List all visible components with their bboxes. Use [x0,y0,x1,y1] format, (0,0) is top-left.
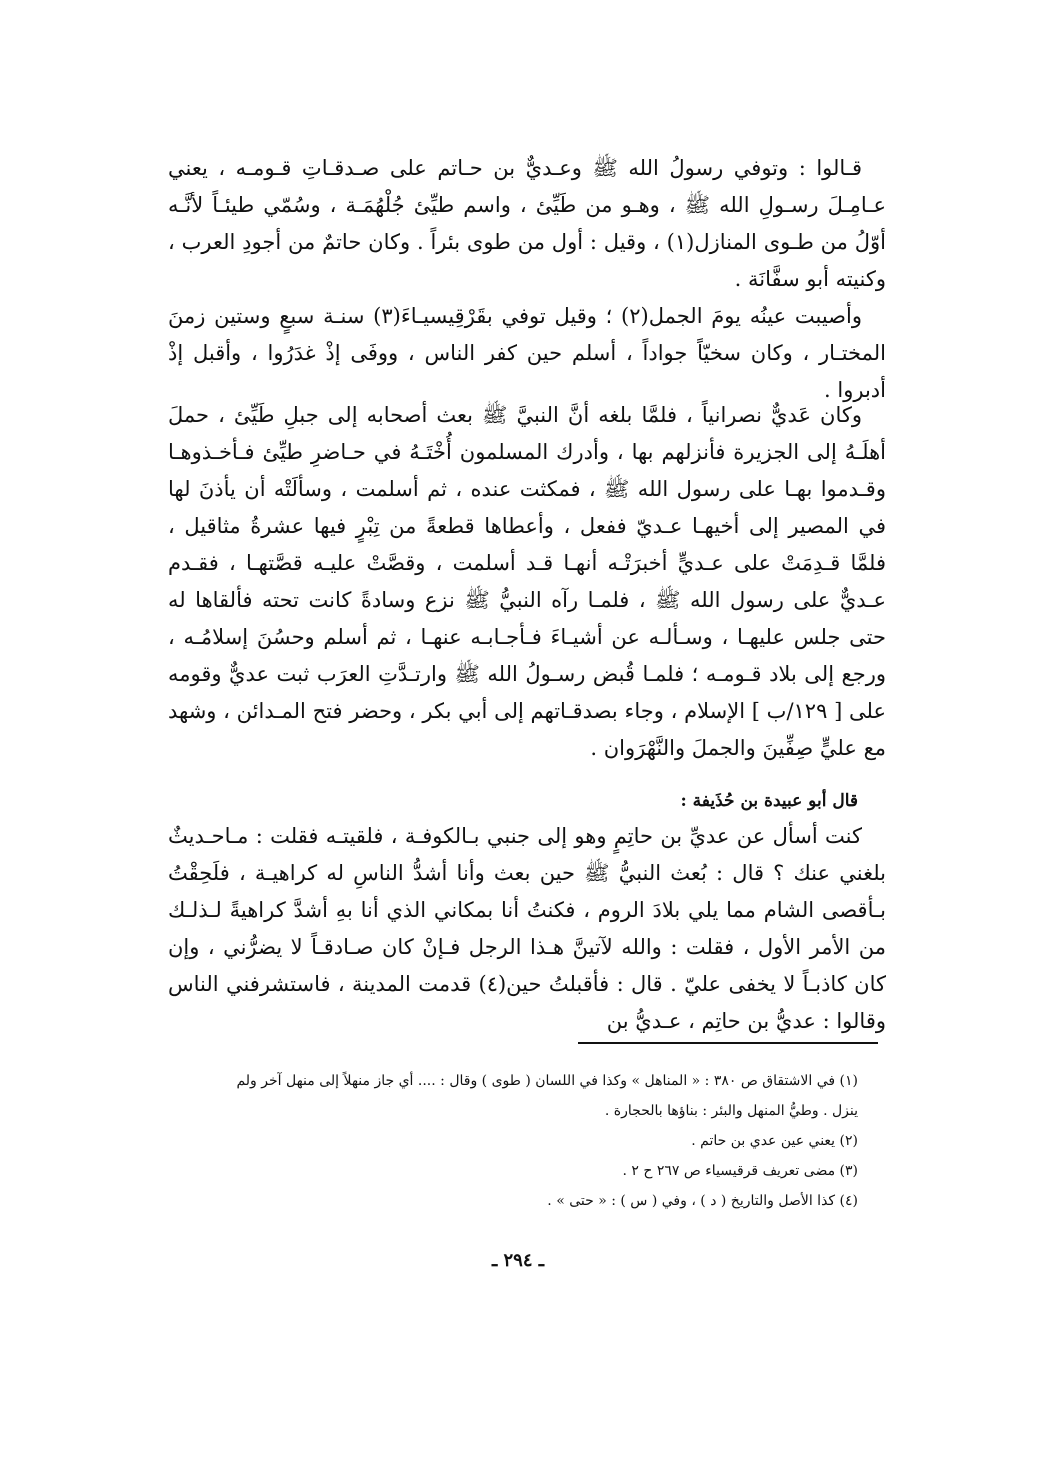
footnotes-block [168,1066,858,1216]
footnote-2: (٢) يعني عين عدي بن حاتم . [691,1133,858,1149]
paragraph-eye-death: وأصيبت عينُه يومَ الجمل(٢) ؛ وقيل توفي بقَرْقِيسيـاءَ(٣) سنـة سبعٍ وستين زمنَ المختـار ، وكان سخيّاً جواداً ، أسلم حين كفر الناس ، ووفَى إذْ غدَرُوا ، وأقبل إذْ أدبروا . [168,304,886,402]
footnote-4: (٤) كذا الأصل والتاريخ ( د ) ، وفي ( س ) : « حتى » . [547,1193,858,1209]
footnote-1-continued: ينزل . وطيُّ المنهل والبئر : بناؤها بالحجارة . [604,1103,858,1119]
section-heading: قال أبو عبيدة بن حُذَيفة : [680,791,858,811]
paragraph-conversion: وكان عَديٌّ نصرانياً ، فلمَّا بلغه أنَّ النبيَّ ﷺ بعث أصحابه إلى جبلِ طَيِّئ ، حملَ أهلَـهُ إلى الجزيرة فأنزلهم بها ، وأدرك المسلمون أُخْتَـهُ في حـاضرِ طيِّئ فـأخـذوهـا وقـدموا بهـا على رسول الله ﷺ ، فمكثت عنده ، ثم أسلمت ، وسألَتْه أن يأذنَ لها في المصير إلى أخيهـا عـديّ ففعل ، وأعطاها قطعةً من تِبْرٍ فيها عشرةُ مثاقيل ، فلمَّا قـدِمَتْ على عـديٍّ أخبرَتْـه أنهـا قـد أسلمت ، وقصَّتْ عليـه قصَّتهـا ، فقـدم عـديٌّ على رسول الله ﷺ ، فلمـا رآه النبيُّ ﷺ نزع وسادةً كانت تحته فألقاها له حتى جلس عليهـا ، وسـألـه عن أشيـاءَ فـأجـابـه عنهـا ، ثم أسلم وحسُنَ إسلامُـه ، ورجع إلى بلاد قـومـه ؛ فلمـا قُبض رسـولُ الله ﷺ وارتـدَّتِ العرَب ثبت عديٌّ وقومه على [ ١٢٩/ب ] الإسلام ، وجاء بصدقـاتهم إلى أبي بكر ، وحضر فتح المـدائن ، وشهد مع عليٍّ صِفِّينَ والجملَ والنَّهْرَوان . [168,403,887,760]
paragraph-adi-intro: قـالوا : وتوفي رسولُ الله ﷺ وعـديٌّ بن حـاتم على صـدقـاتِ قـومـه ، يعني عـامِـلَ رسـولِ الله ﷺ ، وهـو من طَيِّئ ، واسم طيِّئ جُلْهُمَـة ، وسُمّي طيئـاً لأنَّـه أوّلُ من طـوى المنازل(١) ، وقيل : أول من طوى بئراً . وكان حاتمٌ من أجودِ العرب ، وكنيته أبو سفَّانَة . [168,156,886,291]
body-text-block [168,298,886,409]
page-number: ـ ٢٩٤ ـ [491,1250,545,1271]
body-text-block [168,397,886,767]
body-text-block [168,150,886,298]
footnote-divider [578,1042,878,1044]
body-text-block [168,818,886,1040]
paragraph-narration: كنت أسأل عن عديِّ بن حاتِمٍ وهو إلى جنبي بـالكوفـة ، فلقيتـه فقلت : مـاحـديثٌ بلغني عنك ؟ قال : بُعث النبيُّ ﷺ حين بعث وأنا أشدُّ الناسِ له كراهيـة ، فلَحِقْتُ بـأقصى الشام مما يلي بلادَ الروم ، فكنتُ أنا بمكاني الذي أنا بهِ أشدَّ كراهيةً لـذلـك من الأمر الأول ، فقلت : والله لآتينَّ هـذا الرجل فـإنْ كان صـادقـاً لا يضرُّني ، وإن كان كاذبـاً لا يخفى عليّ . قال : فأقبلتُ حين(٤) قدمت المدينة ، فاستشرفني الناس وقالوا : عديُّ بن حاتِم ، عـديُّ بن [168,824,886,1033]
footnote-3: (٣) مضى تعريف قرقيسياء ص ٢٦٧ ح ٢ . [622,1163,858,1179]
footnote-1: (١) في الاشتقاق ص ٣٨٠ : « المناهل » وكذا في اللسان ( طوى ) وقال : .... أي جاز منهلاً إلى منهل آخر ولم [236,1073,858,1089]
